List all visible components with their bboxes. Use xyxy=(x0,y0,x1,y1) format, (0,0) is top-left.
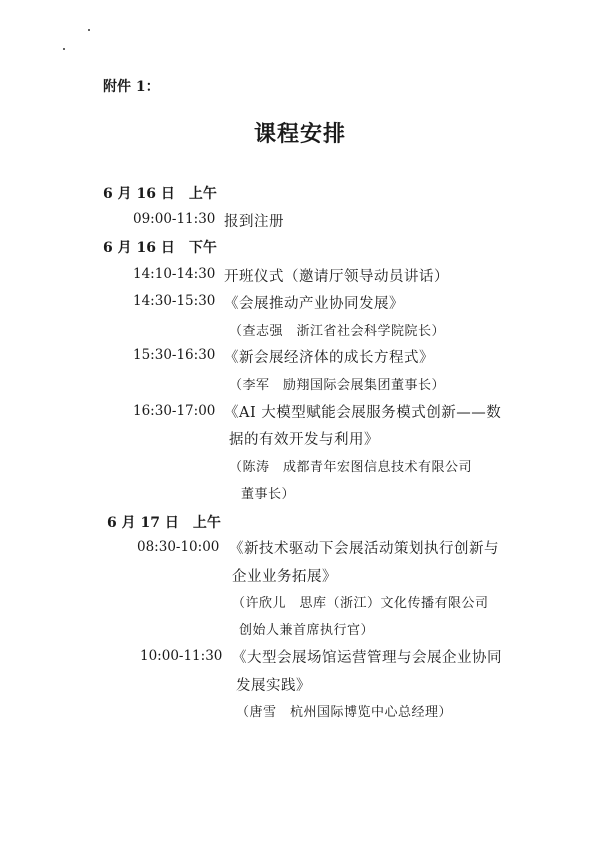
scan-speck xyxy=(88,29,90,31)
session-time: 10:00-11:30 xyxy=(140,648,223,664)
scan-speck xyxy=(63,48,65,50)
session-time: 08:30-10:00 xyxy=(137,539,220,555)
session-title: 《新技术驱动下会展活动策划执行创新与 xyxy=(229,541,499,557)
session-title: 发展实践》 xyxy=(236,678,311,694)
session-speaker: （陈涛 成都青年宏图信息技术有限公司 xyxy=(229,460,473,475)
day-date: 6 月 16 日 xyxy=(103,240,175,256)
session-title: 《会展推动产业协同发展》 xyxy=(224,296,404,312)
session-speaker: （李军 励翔国际会展集团董事长） xyxy=(229,378,446,393)
day-period: 下午 xyxy=(188,240,217,256)
day-heading xyxy=(103,183,217,203)
session-title: 企业业务拓展》 xyxy=(232,569,337,585)
session-speaker: （查志强 浙江省社会科学院院长） xyxy=(229,324,446,339)
session-time: 14:30-15:30 xyxy=(133,293,216,309)
session-speaker: （许欣儿 思库（浙江）文化传播有限公司 xyxy=(232,596,489,611)
page-title: 课程安排 xyxy=(253,121,346,147)
session-title: 报到注册 xyxy=(224,214,284,230)
session-time: 15:30-16:30 xyxy=(133,347,216,363)
day-heading xyxy=(103,237,217,257)
session-speaker: 董事长） xyxy=(241,487,296,502)
session-time: 16:30-17:00 xyxy=(133,403,216,419)
day-period: 上午 xyxy=(192,515,221,531)
day-date: 6 月 17 日 xyxy=(107,515,179,531)
session-speaker: （唐雪 杭州国际博览中心总经理） xyxy=(236,705,453,720)
day-period: 上午 xyxy=(188,186,217,202)
attachment-label: 附件 1： xyxy=(103,79,160,95)
session-title: 《新会展经济体的成长方程式》 xyxy=(224,350,434,366)
day-heading xyxy=(107,512,221,532)
session-title: 据的有效开发与利用》 xyxy=(229,432,379,448)
session-title: 《AI 大模型赋能会展服务模式创新——数 xyxy=(224,405,502,421)
session-time: 09:00-11:30 xyxy=(133,211,216,227)
session-title: 开班仪式（邀请厅领导动员讲话） xyxy=(224,269,449,285)
day-date: 6 月 16 日 xyxy=(103,186,175,202)
session-speaker: 创始人兼首席执行官） xyxy=(239,623,375,638)
session-time: 14:10-14:30 xyxy=(133,266,216,282)
session-title: 《大型会展场馆运营管理与会展企业协同 xyxy=(232,650,502,666)
